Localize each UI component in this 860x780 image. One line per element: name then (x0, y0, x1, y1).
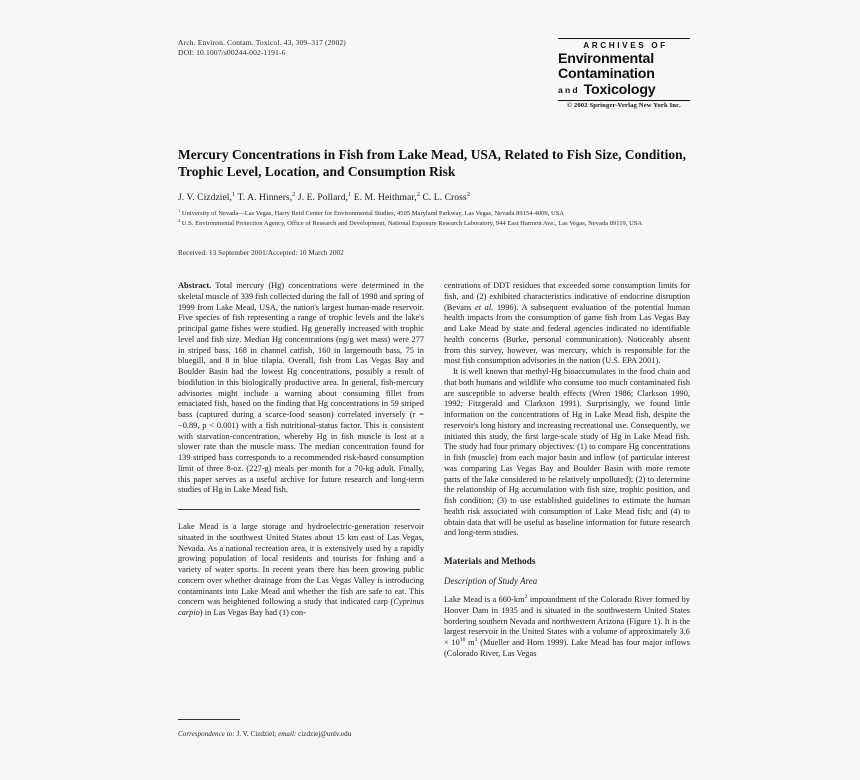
logo-and-toxicology (558, 83, 690, 99)
abstract-paragraph (178, 281, 424, 496)
logo-archives-of: ARCHIVES OF (583, 40, 668, 50)
affiliations (178, 209, 692, 228)
abstract-body: Total mercury (Hg) concentrations were determined in the skeletal muscle of 339 fish collected during the fall of 1998 and spring of 1999 from Lake Mead, USA, the nation's largest human-made reservoir. Five species of fish representing a range of trophic levels and the lake's principal game fishes were studied. Hg generally increased with trophic level and fish size. Median Hg concentrations (ng/g wet mass) were 277 in striped bass, 168 in channel catfish, 160 in largemouth bass, 75 in bluegill, and 8 in blue tilapia. Overall, fish from Las Vegas Bay and Boulder Basin had the lowest Hg concentrations, possibly a result of biodilution in this biologically productive area. In general, fish-mercury advisories might include a warning about consuming fillet from emaciated fish, based on the finding that Hg concentrations in 59 striped bass (captured during a scarce-food season) correlated inversely (r = −0.89, p < 0.001) with a fish nutritional-status factor. This is consistent with starvation-concentration, whereby Hg in fish muscle is lost at a slower rate than the muscle mass. The median concentration found for 139 striped bass corresponds to a recommended risk-based consumption limit of three 8-oz. (227-g) meals per month for a 70-kg adult. Finally, this paper serves as a useful archive for future research and long-term studies of Hg in Lake Mead fish. (178, 281, 424, 495)
column-right (444, 281, 690, 660)
logo-environmental: Environmental (558, 50, 654, 67)
logo-top-rule (558, 38, 690, 39)
logo-bottom-rule (558, 100, 690, 101)
journal-citation (178, 38, 346, 59)
abstract-label: Abstract. (178, 281, 212, 290)
section-heading-materials-and-methods: Materials and Methods (444, 556, 536, 566)
page-header (178, 38, 690, 108)
study-area-paragraph: Lake Mead is a $660-km^2$ impoundment of the Colorado River formed by Hoover Dam in 1935 and is situated in the southwestern United States bordering southern Nevada and northwestern Arizona (Figure 1). It is the largest reservoir in the United States with a volume of approximately $3.6 \times 10^{10}$ $m^3$ (Mueller and Horn 1999). Lake Mead has four major inflows (Colorado River, Las Vegas (444, 594, 690, 658)
article-title: Mercury Concentrations in Fish from Lake Mead, USA, Related to Fish Size, Condition, Trophic Level, Location, and Consumption Risk (178, 147, 687, 180)
logo-and: and (558, 85, 580, 96)
correspondence-name: J. V. Cizdziel; (236, 730, 277, 738)
author-list: J. V. Cizdziel,$^1$ T. A. Hinners,$^2$ J. E. Pollard,$^1$ E. M. Heithmar,$^2$ C. L. Cross$^2$ (178, 190, 471, 203)
intro-paragraph-right-2: It is well known that methyl-Hg bioaccumulates in the food chain and that both humans and wildlife who consume too much contaminated fish are susceptible to adverse health effects (Wren 1986; Clarkson 1990, 1992; Fitzgerald and Clarkson 1991). Surprisingly, we found little information on the concentrations of Hg in Lake Mead fish, despite the reservoir's long history and increasing recreational use. Consequently, we initiated this study, the first large-scale study of Hg in Lake Mead fish. The study had four primary objectives: (1) to compare Hg concentrations in fish (muscle) from each major basin and inflow (of particular interest was comparing Las Vegas Bay and Boulder Basin with more remote parts of the lake considered to be relatively unpolluted); (2) to determine the relationship of Hg accumulation with fish size, trophic position, and fish condition; (3) to use established guidelines to estimate the human health risk associated with consumption of Lake Mead fish; and (4) to obtain data that will be useful as baseline information for future research and long-term studies. (444, 367, 690, 538)
correspondence-label: Correspondence to: (178, 730, 235, 738)
intro-paragraph-right-1: centrations of DDT residues that exceeded some consumption limits for fish, and (2) exhibited characteristics indicative of endocrine disruption (Bevans et al. 1996). A subsequent evaluation of the potential human health impacts from the consumption of game fish from Las Vegas Bay and Lake Mead by state and federal agencies indicated no identifiable health concerns (Burke, personal communication). Noticeably absent from this survey, however, was mercury, which is responsible for the most fish consumption advisories in the nation (U.S. EPA 2001). (444, 281, 691, 366)
citation-doi: DOI: 10.1007/s00244-002-1191-6 (178, 48, 286, 58)
column-left (178, 281, 424, 619)
logo-contamination: Contamination (558, 66, 655, 83)
affiliation-1: $^1$ University of Nevada—Las Vegas, Harry Reid Center for Environmental Studies, 4505 Maryland Parkway, Las Vegas, Nevada 89154-4009, USA (178, 207, 565, 217)
abstract-separator-rule (178, 509, 420, 510)
subsection-heading-description-of-study-area: Description of Study Area (444, 576, 538, 586)
journal-logo (558, 38, 690, 110)
affiliation-2: $^2$ U.S. Environmental Protection Agency, Office of Research and Development, National Exposure Research Laboratory, 944 East Harmon Ave., Las Vegas, Nevada 89119, USA (178, 217, 643, 227)
citation-line-1: Arch. Environ. Contam. Toxicol. 43, 309–317 (2002) (178, 38, 346, 47)
logo-toxicology: Toxicology (583, 82, 656, 99)
footnote-rule (178, 719, 240, 720)
intro-paragraph-left: Lake Mead is a large storage and hydroelectric-generation reservoir situated in the southwest United States about 15 km east of Las Vegas, Nevada. As a national recreation area, it is extensively used by a rapidly growing population of local residents and tourists for fishing and a variety of water sports. In recent years there has been growing public concern over whether drainage from the Las Vegas Valley is introducing contaminants into Lake Mead and whether the fish are safe to eat. This concern was heightened following a study that indicated carp (Cyprinus carpio) in Las Vegas Bay had (1) con- (178, 522, 424, 618)
received-accepted-line: Received: 13 September 2001/Accepted: 10 March 2002 (178, 249, 344, 257)
logo-copyright: © 2002 Springer-Verlag New York Inc. (567, 102, 681, 110)
correspondence-footnote (178, 730, 478, 739)
correspondence-email: cizdziej@unlv.edu (298, 730, 352, 738)
email-label: email: (278, 730, 297, 738)
